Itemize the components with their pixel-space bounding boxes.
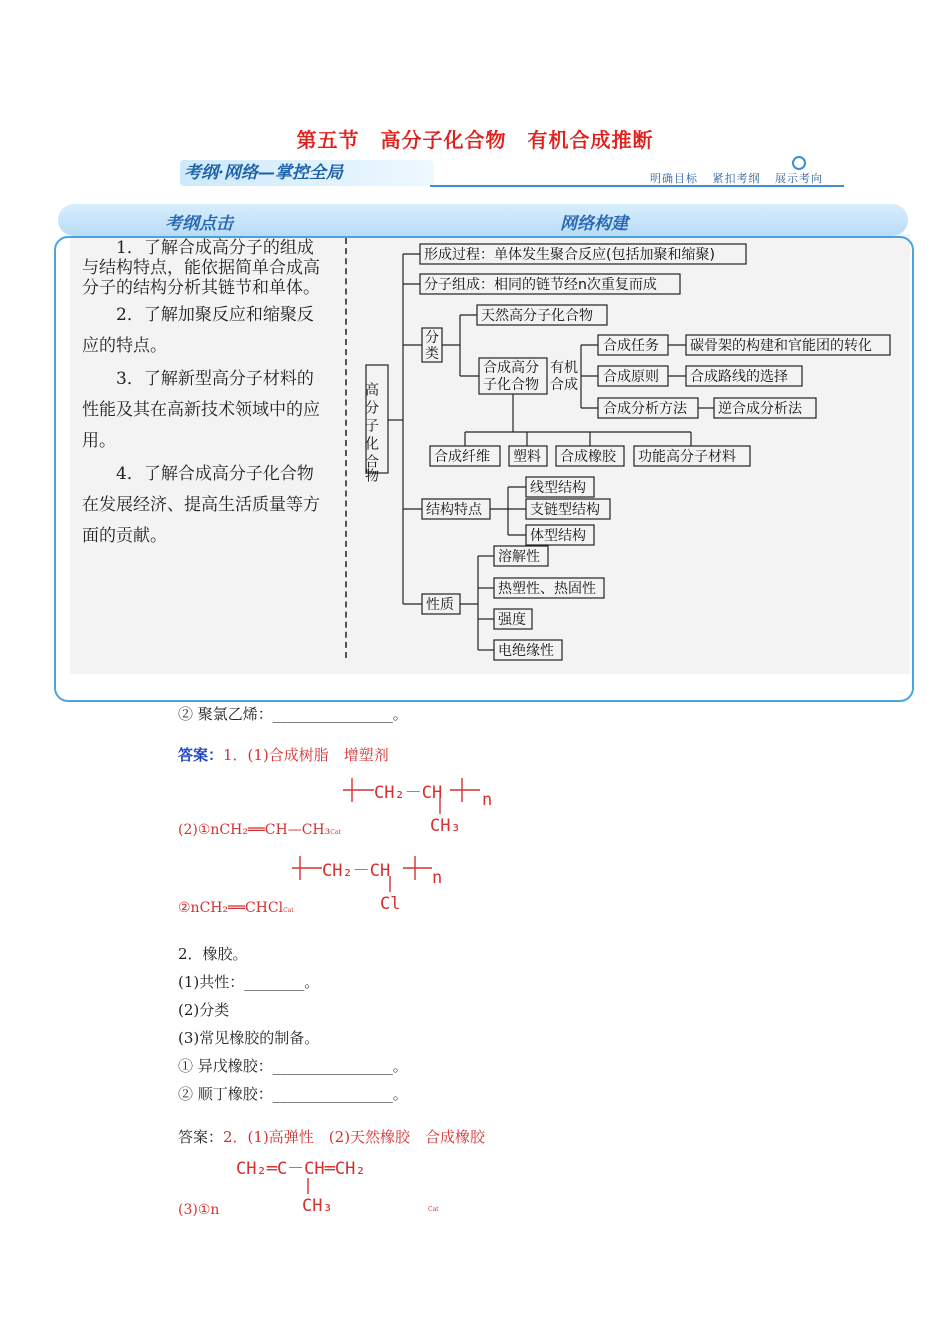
monomer-vinyl-chloride: ②nCH₂══CHClCat <box>178 900 294 916</box>
monomer-propylene: (2)①nCH₂══CH—CH₃Cat <box>178 822 341 838</box>
map-formation: 形成过程：单体发生聚合反应(包括加聚和缩聚) <box>424 247 715 263</box>
outline-item: 1．了解合成高分子的组成与结构特点，能依据简单合成高分子的结构分析其链节和单体。 <box>82 238 320 298</box>
map-method: 合成分析方法 <box>603 401 687 417</box>
map-property-item: 溶解性 <box>498 549 540 565</box>
answer-text: 1．(1)合成树脂 增塑剂 <box>223 746 389 764</box>
map-material: 合成橡胶 <box>560 449 616 465</box>
map-task-detail: 碳骨架的构建和官能团的转化 <box>690 338 872 354</box>
banner-tag: 紧扣考纲 <box>712 172 761 185</box>
map-structure: 结构特点 <box>426 502 482 518</box>
question-isoprene: ① 异戊橡胶：________________。 <box>178 1057 408 1075</box>
outline-item: 3．了解新型高分子材料的性能及其在高新技术领域中的应用。 <box>82 369 320 451</box>
polymer-chain: CH₂－CH <box>374 783 443 803</box>
map-structure-item: 线型结构 <box>530 480 586 496</box>
isoprene-structure <box>236 1154 456 1224</box>
answer-label: 答案： <box>178 1128 224 1146</box>
monomer-isoprene: (3)①n Cat <box>178 1202 439 1218</box>
header-network: 网络构建 <box>560 214 628 234</box>
outline-item: 2．了解加聚反应和缩聚反应的特点。 <box>82 305 314 356</box>
page-title: 第五节 高分子化合物 有机合成推断 <box>296 128 654 152</box>
map-material: 合成纤维 <box>434 449 490 465</box>
map-synthetic: 合成高分子化合物 <box>483 360 539 393</box>
answer-text: 2．(1)高弹性 (2)天然橡胶 合成橡胶 <box>223 1128 486 1146</box>
banner-tag: 明确目标 <box>650 172 698 185</box>
map-material: 功能高分子材料 <box>638 449 736 465</box>
answer-1 <box>178 744 389 765</box>
map-natural: 天然高分子化合物 <box>481 308 593 324</box>
question-preparation: (3)常见橡胶的制备。 <box>178 1029 320 1047</box>
isoprene-chain: CH₂═C－CH═CH₂ <box>236 1159 366 1179</box>
polymer-n: n <box>482 790 493 810</box>
isoprene-side: CH₃ <box>302 1196 333 1216</box>
map-structure-item: 支链型结构 <box>530 502 600 518</box>
map-property-item: 热塑性、热固性 <box>498 581 596 597</box>
map-classify: 分类 <box>425 330 439 362</box>
polymer-chain: CH₂－CH <box>322 861 391 881</box>
polymer-propylene <box>340 774 500 844</box>
question-commonality: (1)共性：________。 <box>178 973 320 991</box>
map-property: 性质 <box>426 597 454 613</box>
question-butadiene: ② 顺丁橡胶：________________。 <box>178 1085 408 1103</box>
map-material: 塑料 <box>513 449 541 465</box>
map-organic-synthesis: 有机合成 <box>550 360 578 393</box>
question-pvc: ② 聚氯乙烯：________________。 <box>178 705 408 723</box>
polymer-side: Cl <box>380 894 401 914</box>
map-property-item: 电绝缘性 <box>498 643 554 659</box>
answer-2 <box>178 1126 485 1147</box>
map-task: 合成任务 <box>603 338 659 354</box>
outline-item: 4．了解合成高分子化合物在发展经济、提高生活质量等方面的贡献。 <box>82 464 320 546</box>
polymer-n: n <box>432 868 443 888</box>
polymer-side: CH₃ <box>430 816 461 836</box>
map-root: 高分子化合物 <box>363 382 379 482</box>
map-principle-detail: 合成路线的选择 <box>690 369 788 385</box>
section-rubber: 2．橡胶。 <box>178 945 248 963</box>
polymer-pvc <box>290 852 450 922</box>
map-property-item: 强度 <box>498 612 526 628</box>
map-structure-item: 体型结构 <box>530 528 586 544</box>
header-outline: 考纲点击 <box>165 214 233 234</box>
question-classification: (2)分类 <box>178 1001 230 1019</box>
section-banner: 考纲·网络—掌控全局 <box>180 160 434 186</box>
answer-label: 答案： <box>178 746 224 764</box>
banner-tag: 展示考向 <box>775 172 823 185</box>
map-principle: 合成原则 <box>603 369 659 385</box>
map-method-detail: 逆合成分析法 <box>718 401 802 417</box>
map-composition: 分子组成：相同的链节经n次重复而成 <box>424 277 657 293</box>
